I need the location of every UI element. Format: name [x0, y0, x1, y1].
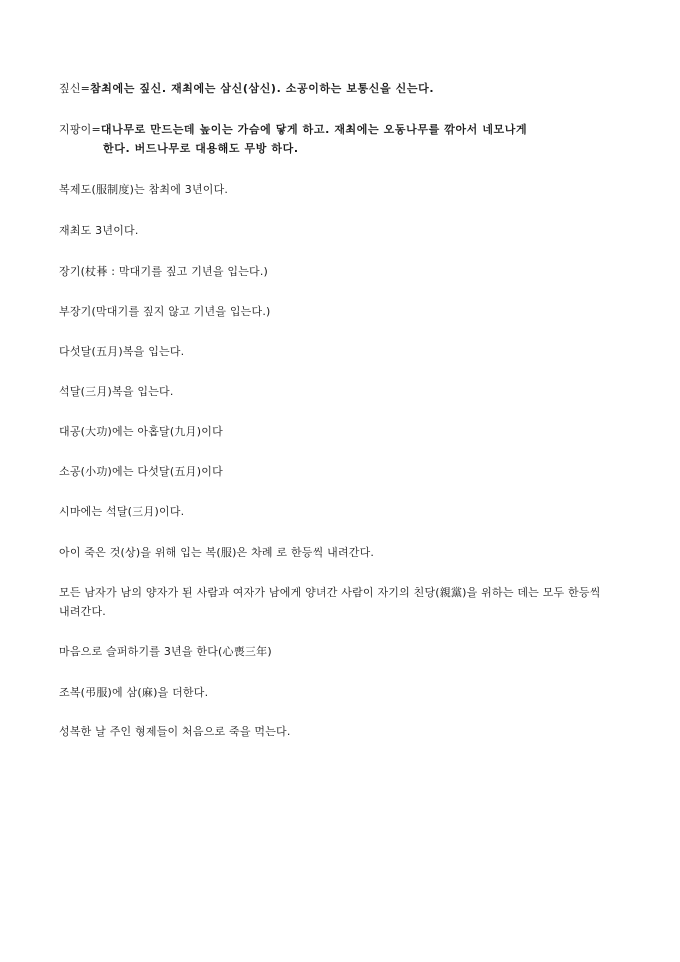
- paragraph-label: 지팡이=: [59, 123, 101, 136]
- paragraph-mourning-system: 복제도(服制度)는 참최에 3년이다.: [59, 183, 229, 196]
- paragraph-seongbok: 성복한 날 주인 형제들이 처음으로 죽을 먹는다.: [59, 725, 291, 738]
- paragraph-child-mourning: 아이 죽은 것(상)을 위해 입는 복(服)은 차례 로 한등씩 내려간다.: [59, 546, 375, 559]
- paragraph-jaechoe: 재최도 3년이다.: [59, 224, 139, 237]
- paragraph-simsang: 마음으로 슬퍼하기를 3년을 한다(心喪三年): [59, 645, 272, 658]
- paragraph-janggi: 장기(杖朞 : 막대기를 짚고 기년을 입는다.): [59, 265, 269, 278]
- paragraph-sogong: 소공(小功)에는 다섯달(五月)이다: [59, 465, 223, 478]
- paragraph-text-continued: 한다. 버드나무로 대용해도 무방 하다.: [103, 142, 299, 155]
- paragraph-three-months: 석달(三月)복을 입는다.: [59, 385, 174, 398]
- paragraph-jobok: 조복(弔服)에 삼(麻)을 더한다.: [59, 686, 209, 699]
- paragraph-daegong: 대공(大功)에는 아홉달(九月)이다: [59, 425, 223, 438]
- paragraph-sima: 시마에는 석달(三月)이다.: [59, 505, 185, 518]
- paragraph-bujanggi: 부장기(막대기를 짚지 않고 기년을 입는다.): [59, 305, 271, 318]
- paragraph-staff: [59, 120, 629, 158]
- paragraph-label: 짚신=: [59, 82, 91, 95]
- paragraph-text: 참최에는 짚신. 재최에는 삼신(삼신). 소공이하는 보통신을 신는다.: [90, 82, 435, 95]
- paragraph-straw-shoes: [59, 79, 629, 98]
- paragraph-text: 대나무로 만드는데 높이는 가슴에 닿게 하고. 재최에는 오동나무를 깎아서 네모나게: [100, 123, 528, 136]
- paragraph-five-months: 다섯달(五月)복을 입는다.: [59, 345, 185, 358]
- paragraph-adoption: 모든 남자가 남의 양자가 된 사람과 여자가 남에게 양녀간 사람이 자기의 친당(親黨)을 위하는 데는 모두 한등씩 내려간다.: [59, 586, 601, 618]
